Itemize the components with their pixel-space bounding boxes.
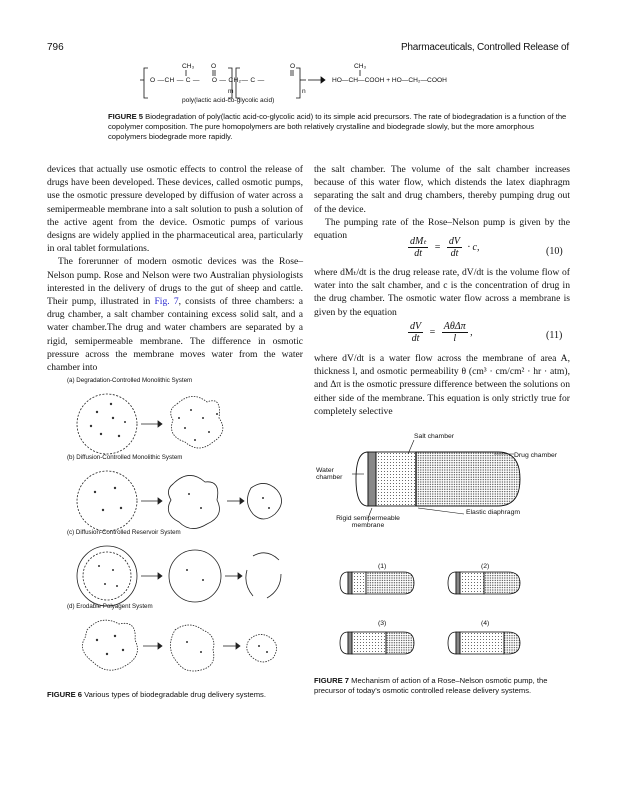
equation-10: $\frac{\text{dMₜ}}{dt}$ = $\frac{dV}{dt}$ · c, <box>410 236 480 259</box>
ch3-label-a: CH₃ <box>182 63 195 70</box>
stage-4-label: (4) <box>481 620 490 627</box>
stage-4-pump <box>448 632 520 654</box>
drug-chamber-shape <box>416 452 520 506</box>
right-paragraph-4-block <box>314 352 570 418</box>
b-matrix-releasing <box>168 475 219 528</box>
figure-6-caption <box>47 690 303 700</box>
label-elastic-diaphragm: Elastic diaphragm <box>466 509 521 516</box>
right-paragraph-3-block <box>314 266 570 319</box>
label-drug-chamber: Drug chamber <box>514 452 558 459</box>
products: HO—CH—COOH + HO—CH₂—COOH <box>332 77 447 84</box>
o-label-b: O <box>290 63 296 70</box>
subscript-m: m <box>228 88 234 95</box>
figure-5-caption-label: FIGURE 5 <box>108 112 144 121</box>
right-column <box>314 163 570 242</box>
c-reservoir-inner <box>83 552 131 600</box>
figure-6-label-a: (a) Degradation-Controlled Monolithic System <box>67 377 193 384</box>
ch3-label-b: CH₃ <box>354 63 367 70</box>
label-salt-chamber: Salt chamber <box>414 433 455 440</box>
left-paragraph-2: The forerunner of modern osmotic devices was the Rose–Nelson pump. Rose and Nelson were two Australian physiologists interested in the delivery of drugs to the gut of sheep and cattle. Their pump, illustrated in Fig. 7, consists of three chambers: a drug chamber, a salt chamber containing excess solid salt, and a water chamber.The drug and water chambers are separated by a rigid, semipermeable membrane. The difference in osmotic pressure across the membrane moves water from the water chamber into <box>47 256 304 374</box>
figure-5-caption-text: Biodegradation of poly(lactic acid-co-glycolic acid) to its simple acid precursors. The rate of biodegradation is a function of the copolymer composition. The pure homopolymers are both relatively crystalline and biodegrade slowly, but the more amorphous copolymers biodegrade more rapidly. <box>108 112 567 141</box>
page-number: 796 <box>47 42 64 53</box>
c-reservoir-broken <box>246 553 281 598</box>
d-polyagent-eroding <box>170 625 213 671</box>
left-paragraph-1: devices that actually use osmotic effects to control the release of drugs have been developed. These devices, called osmotic pumps, use the osmotic pressure developed by diffusion of water across a semipermeable membrane into a salt solution to push a solution of the active agent from the device. Osmotic pumps of various designs are widely applied in the pharmaceutical area, particularly in oral tablet formulations. <box>47 164 303 255</box>
stage-2-pump <box>448 572 520 594</box>
a-matrix-initial <box>77 394 137 454</box>
water-chamber-shape <box>356 452 368 506</box>
d-polyagent-final <box>247 634 277 662</box>
figure-6-caption-text: Various types of biodegradable drug delivery systems. <box>84 690 266 699</box>
stage-1-label: (1) <box>378 563 387 570</box>
running-title: Pharmaceuticals, Controlled Release of <box>400 42 569 53</box>
stage-3-label: (3) <box>378 620 387 627</box>
stage-3-pump <box>340 632 414 654</box>
c-reservoir-mid <box>169 550 221 602</box>
rigid-membrane-shape <box>368 452 376 506</box>
stage-2-label: (2) <box>481 563 490 570</box>
figure-6-label-c: (c) Diffusion-Controlled Reservoir System <box>67 529 181 536</box>
b-matrix-initial <box>77 471 137 531</box>
right-paragraph-2: The pumping rate of the Rose–Nelson pump is given by the equation <box>314 216 570 242</box>
right-paragraph-4: where dV/dt is a water flow across the membrane of area A, thickness l, and osmotic permeability θ (cm³ · cm/cm² · hr · atm), and Δπ is the osmotic pressure difference between the solutions on either side of the membrane. This equation is only strictly true for completely selective <box>314 353 570 417</box>
salt-chamber-shape <box>376 452 416 506</box>
d-polyagent-initial <box>82 620 137 670</box>
bracket-open-m <box>144 68 148 98</box>
equation-11: $\frac{dV}{dt}$ = $\frac{\text{AθΔπ}}{l}$ , <box>410 321 473 344</box>
b-matrix-final <box>247 483 281 519</box>
equation-10-number: (10) <box>546 246 563 257</box>
stage-1-pump <box>340 572 414 594</box>
figure-6-caption-label: FIGURE 6 <box>47 690 83 699</box>
figure-7-caption-label: FIGURE 7 <box>314 676 350 685</box>
figure-6-label-d: (d) Erodable Polyagent System <box>67 603 153 610</box>
figure-7-caption-text: Mechanism of action of a Rose–Nelson osmotic pump, the precursor of today's osmotic controlled release delivery systems. <box>314 676 548 695</box>
o-label-a: O <box>211 63 217 70</box>
figure-7-drawings <box>338 440 568 670</box>
equation-11-number: (11) <box>546 330 563 341</box>
left-column <box>47 163 303 374</box>
fig-7-link[interactable]: Fig. 7 <box>154 296 179 308</box>
label-rigid-membrane: Rigid semipermeable membrane <box>336 515 400 529</box>
right-paragraph-3: where dMₜ/dt is the drug release rate, dV/dt is the volume flow of water into the salt chamber, and c is the concentration of drug in the drug chamber. The osmotic water flow across a membrane is given by the equation <box>314 267 570 318</box>
bracket-close-n <box>296 68 300 98</box>
figure-5-caption <box>108 112 570 141</box>
figure-6-label-b: (b) Diffusion-Controlled Monolithic System <box>67 454 183 461</box>
repeat-unit: O —CH — C — O — CH₂— C — <box>150 77 265 84</box>
subscript-n: n <box>302 88 306 95</box>
right-paragraph-1: the salt chamber. The volume of the salt chamber increases because of this water flow, which distends the latex diaphragm separating the salt and drug chambers, thereby pumping drug out of the device. <box>314 164 570 215</box>
figure-7-caption <box>314 676 570 696</box>
label-water-chamber: Water chamber <box>316 467 343 481</box>
c-reservoir-outer <box>77 546 137 606</box>
a-matrix-degrading <box>171 396 223 448</box>
figure-6-drawings <box>67 384 297 684</box>
polymer-label: poly(lactic acid-co-glycolic acid) <box>182 97 275 104</box>
